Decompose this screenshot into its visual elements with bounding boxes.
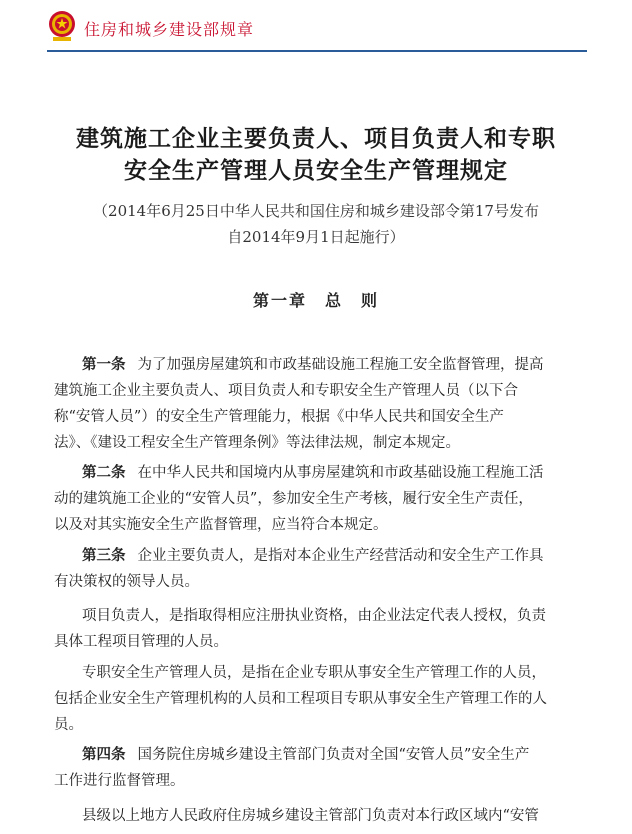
page-header (0, 0, 632, 52)
paragraph-line: 为了加强房屋建筑和市政基础设施工程施工安全监督管理，提高 (137, 357, 544, 373)
paragraph-line: 在中华人民共和国境内从事房屋建筑和市政基础设施工程施工活 (137, 465, 544, 481)
doc-subtitle-line-2: 自2014年9月1日起施行） (227, 228, 405, 246)
paragraph-line: 国务院住房城乡建设主管部门负责对全国“安管人员”安全生产 (137, 747, 530, 763)
paragraph-line: 员。 (54, 717, 83, 733)
paragraph-article-4 (54, 742, 578, 794)
paragraph-line: 建筑施工企业主要负责人、项目负责人和专职安全生产管理人员（以下合 (54, 383, 518, 399)
paragraph-line: 县级以上地方人民政府住房城乡建设主管部门负责对本行政区域内“安管 (82, 808, 539, 824)
article-label: 第三条 (82, 548, 126, 564)
paragraph-line: 工作进行监督管理。 (54, 773, 185, 789)
paragraph-article-2 (54, 460, 578, 538)
paragraph-line: 法》、《建设工程安全生产管理条例》等法律法规，制定本规定。 (54, 435, 460, 451)
national-emblem-icon (47, 10, 77, 42)
paragraph-line: 有决策权的领导人员。 (54, 574, 199, 590)
paragraph-line: 以及对其实施安全生产监督管理，应当符合本规定。 (54, 517, 388, 533)
paragraph-safety-staff (54, 660, 578, 738)
doc-title-line-1: 建筑施工企业主要负责人、项目负责人和专职 (76, 125, 556, 152)
paragraph-line: 包括企业安全生产管理机构的人员和工程项目专职从事安全生产管理工作的人 (54, 691, 547, 707)
paragraph-line: 称“安管人员”）的安全生产管理能力，根据《中华人民共和国安全生产 (54, 409, 504, 425)
article-label: 第一条 (82, 357, 126, 373)
paragraph-line: 动的建筑施工企业的“安管人员”，参加安全生产考核，履行安全生产责任， (54, 491, 533, 507)
paragraph-project-lead (54, 603, 578, 655)
chapter-heading: 第一章 总 则 (252, 291, 379, 310)
paragraph-local-authority (54, 803, 578, 829)
doc-title-line-2: 安全生产管理人员安全生产管理规定 (124, 157, 508, 184)
paragraph-article-1 (54, 352, 578, 456)
article-label: 第四条 (82, 747, 126, 763)
paragraph-line: 项目负责人，是指取得相应注册执业资格，由企业法定代表人授权，负责 (82, 608, 546, 624)
paragraph-article-3 (54, 543, 578, 595)
paragraph-line: 企业主要负责人，是指对本企业生产经营活动和安全生产工作具 (137, 548, 544, 564)
article-label: 第二条 (82, 465, 126, 481)
header-divider (47, 50, 587, 52)
paragraph-line: 具体工程项目管理的人员。 (54, 634, 228, 650)
header-title: 住房和城乡建设部规章 (84, 20, 255, 39)
doc-subtitle-line-1: （2014年6月25日中华人民共和国住房和城乡建设部令第17号发布 (93, 202, 539, 220)
paragraph-line: 专职安全生产管理人员，是指在企业专职从事安全生产管理工作的人员， (82, 665, 546, 681)
